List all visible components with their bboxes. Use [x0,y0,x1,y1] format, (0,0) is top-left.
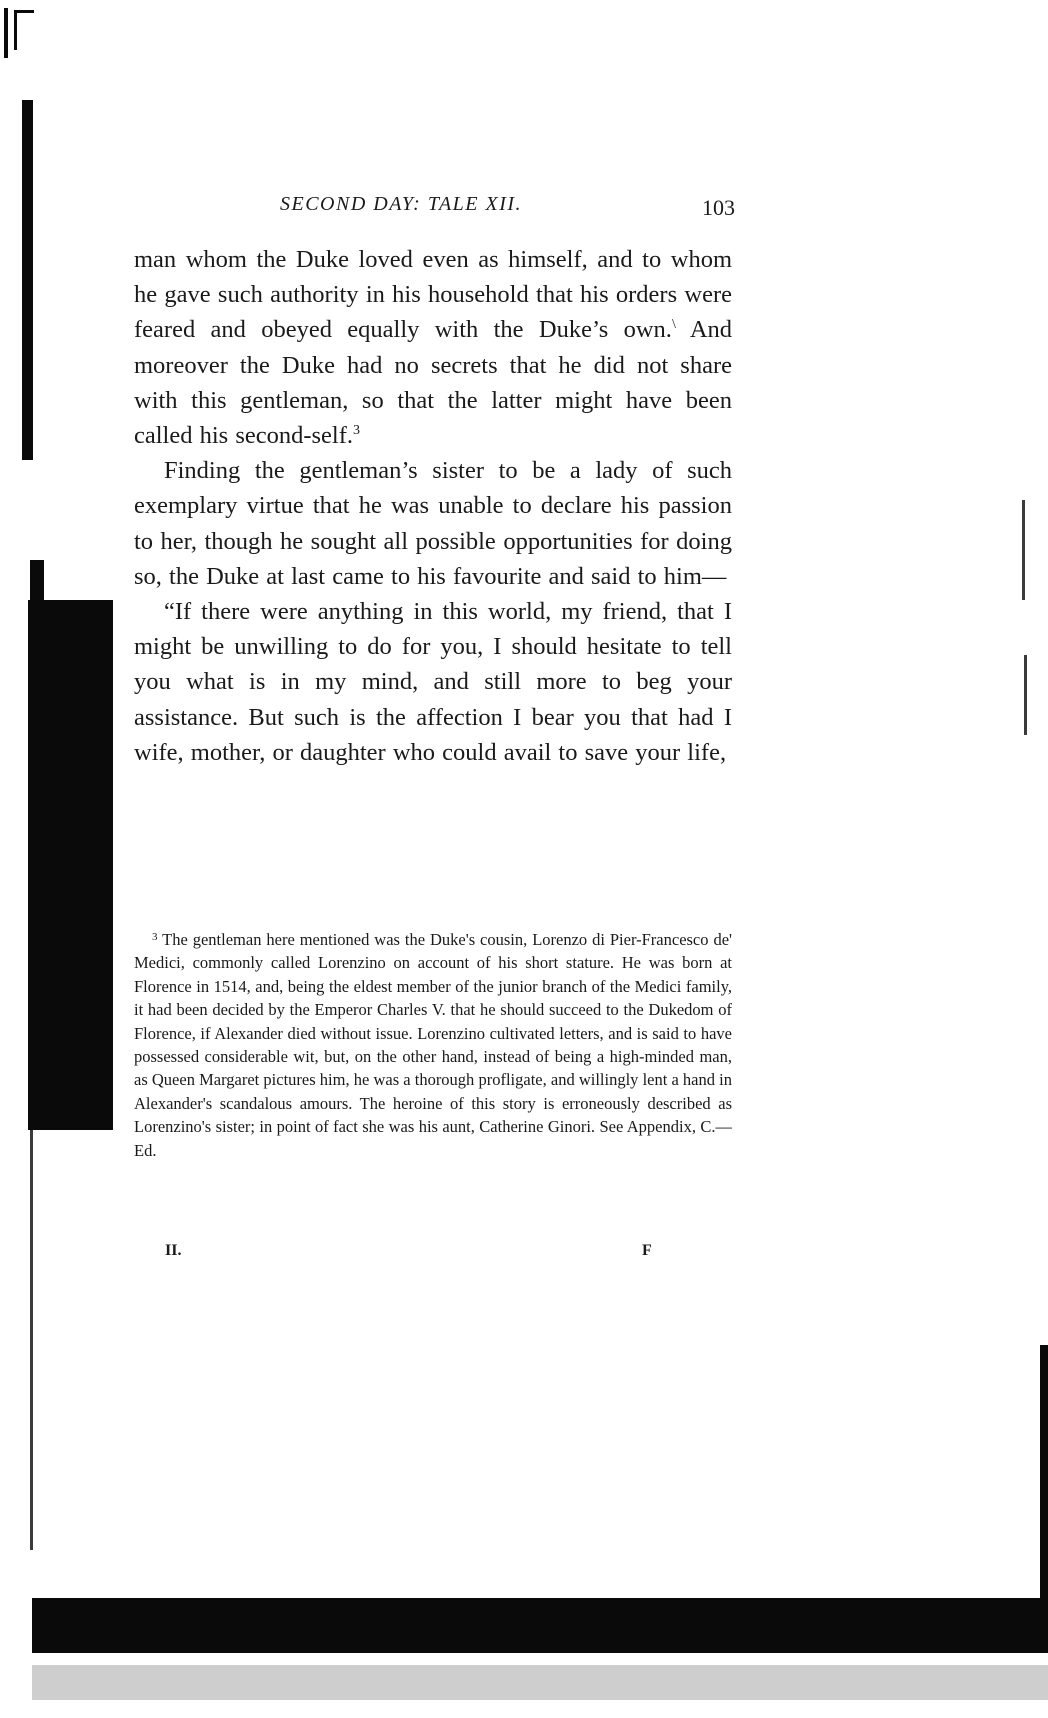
running-head [280,193,735,233]
sheet-signature: F [642,1242,652,1259]
scan-edge-bottom [32,1598,1048,1653]
scan-edge-bottom-noise [32,1665,1048,1700]
scan-edge-top-left-hook [14,10,34,13]
scan-mark-right-1 [1022,500,1025,600]
volume-signature: II. [165,1242,182,1259]
scan-edge-left-3 [30,560,44,610]
footnote-text: The gentleman here mentioned was the Duke's cousin, Lorenzo di Pier-Francesco de' Medici, commonly called Lorenzino on account of his short stature. He was born at Florence in 1514, and, being the eldest member of the junior branch of the Medici family, it had been decided by the Emperor Charles V. that he should succeed to the Dukedom of Florence, if Alexander died without issue. Lorenzino cultivated letters, and is said to have possessed considerable wit, but, on the other hand, instead of being a high-minded man, as Queen Margaret pictures him, he was a thorough profligate, and willingly lent a hand in Alexander's scandalous amours. The heroine of this story is erroneously described as Lorenzino's sister; in point of fact she was his aunt, Catherine Ginori. See Appendix, C.—Ed. [134,930,732,1160]
paragraph-1-text: man whom the Duke loved even as himself, and to whom he gave such authority in his household that his orders were feared and obeyed equally with the Duke’s own. [134,246,732,344]
paragraph-1 [134,242,732,453]
scan-edge-top-left-mark [14,10,17,50]
footnote-marker: 3 [152,931,158,943]
stray-mark: \ [671,317,676,333]
scan-edge-left-4 [30,1130,33,1550]
scan-edge-top-left [4,8,8,58]
scan-mark-right-2 [1024,655,1027,735]
footnote [134,928,732,1162]
paragraph-2: Finding the gentleman’s sister to be a lady of such exemplary virtue that he was unable to declare his passion to her, though he sought all possible opportunities for doing so, the Duke at last came to his favourite and said to him— [134,457,732,590]
scan-edge-right-bottom [1040,1345,1048,1635]
scan-edge-left-2 [28,600,113,1130]
paragraph-1-tail: And moreover the Duke had no secrets that he did not share with this gentleman, so that the latter might have been called his second-self. [134,316,733,450]
body-text [134,242,732,770]
footnote-reference: 3 [353,423,361,439]
paragraph-3: “If there were anything in this world, my friend, that I might be unwilling to do for you, I should hesitate to tell you what is in my mind, and still more to beg your assistance. But such is the affection I bear you that had I wife, mother, or daughter who could avail to save your life, [134,598,732,766]
scan-edge-left-1 [22,100,33,460]
page-number: 103 [702,195,735,220]
running-title: SECOND DAY: TALE XII. [280,193,523,215]
